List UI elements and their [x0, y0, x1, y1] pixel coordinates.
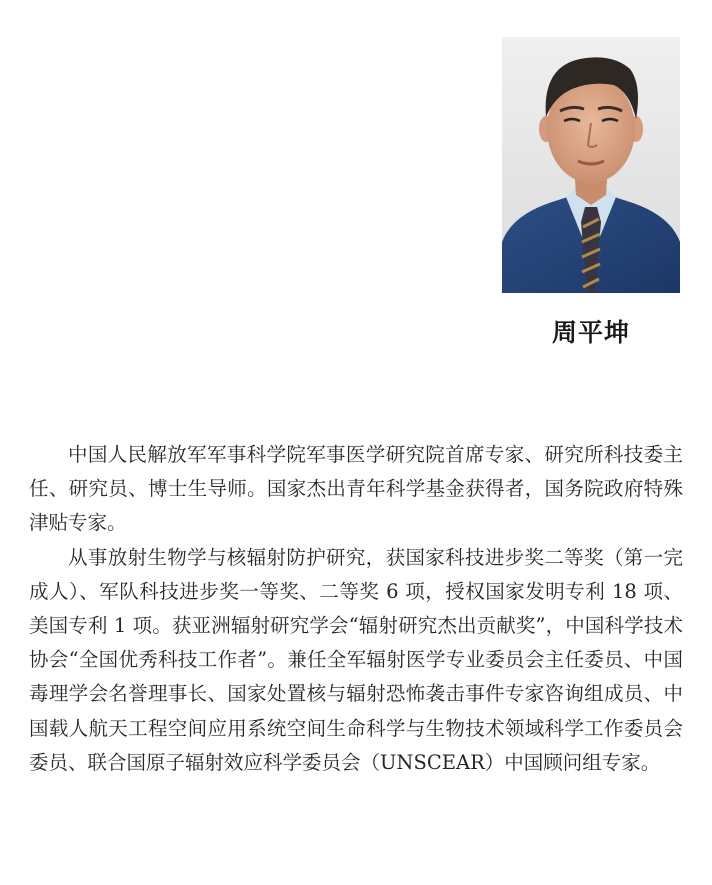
portrait-illustration [502, 37, 680, 293]
bio-paragraph-1: 中国人民解放军军事科学院军事医学研究院首席专家、研究所科技委主任、研究员、博士生导师。国家杰出青年科学基金获得者，国务院政府特殊津贴专家。 [29, 443, 683, 535]
biography [29, 438, 683, 780]
portrait-photo [502, 37, 680, 293]
bio-paragraph-2: 从事放射生物学与核辐射防护研究，获国家科技进步奖二等奖（第一完成人）、军队科技进步奖一等奖、二等奖 6 项，授权国家发明专利 18 项、美国专利 1 项。获亚洲辐射研究学会“辐射研究杰出贡献奖”，中国科学技术协会“全国优秀科技工作者”。兼任全军辐射医学专业委员会主任委员、中国毒理学会名誉理事长、国家处置核与辐射恐怖袭击事件专家咨询组成员、中国载人航天工程空间应用系统空间生命科学与生物技术领域科学工作委员会委员、联合国原子辐射效应科学委员会（UNSCEAR）中国顾问组专家。 [29, 545, 683, 774]
person-name: 周平坤 [551, 318, 630, 347]
